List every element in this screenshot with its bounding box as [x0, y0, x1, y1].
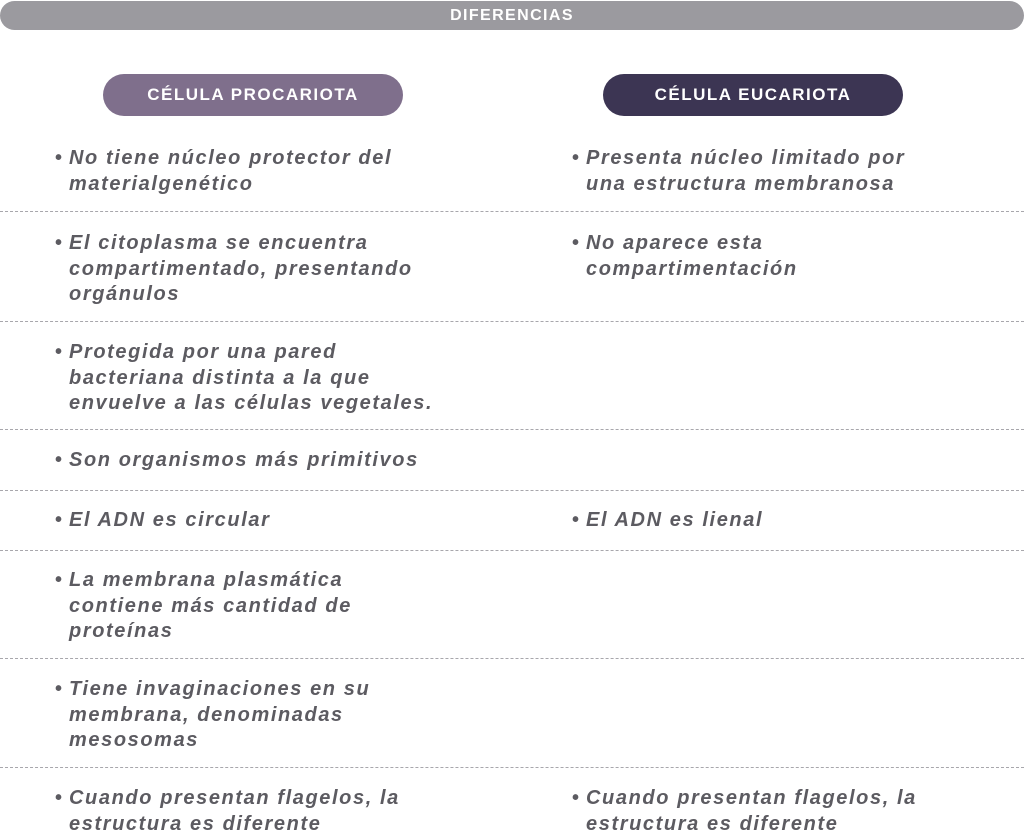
item-line: El citoplasma se encuentra	[69, 232, 369, 254]
cell-left	[55, 146, 475, 197]
list-item	[572, 146, 992, 197]
list-item	[572, 508, 992, 534]
item-line: El ADN es circular	[69, 509, 271, 531]
item-line: contiene más cantidad de	[69, 594, 352, 617]
bullet-icon: •	[55, 147, 64, 169]
item-line: Cuando presentan flagelos, la	[69, 787, 400, 809]
bullet-icon: •	[55, 232, 64, 254]
list-item	[572, 231, 992, 282]
header-eucariota	[603, 74, 903, 116]
cell-left	[55, 340, 475, 417]
row-divider	[0, 429, 1024, 430]
title-bar	[0, 1, 1024, 30]
row-divider	[0, 767, 1024, 768]
item-text	[69, 231, 413, 308]
cell-left	[55, 231, 475, 308]
item-line: proteínas	[69, 620, 174, 642]
item-line: Presenta núcleo limitado por	[586, 147, 906, 169]
item-line: una estructura membranosa	[586, 172, 895, 195]
item-line: mesosomas	[69, 729, 200, 751]
item-text	[586, 146, 905, 197]
header-procariota	[103, 74, 403, 116]
list-item	[55, 146, 475, 197]
page-title: DIFERENCIAS	[450, 6, 574, 24]
bullet-icon: •	[55, 449, 64, 471]
item-line: Son organismos más primitivos	[69, 449, 419, 471]
item-text	[69, 146, 392, 197]
header-eucariota-label: CÉLULA EUCARIOTA	[654, 85, 852, 104]
cell-left	[55, 568, 475, 645]
item-text	[69, 448, 419, 474]
list-item	[55, 568, 475, 645]
item-text	[586, 786, 917, 837]
cell-left	[55, 508, 475, 534]
header-procariota-label: CÉLULA PROCARIOTA	[147, 85, 359, 104]
cell-right	[572, 146, 992, 197]
item-line: Tiene invaginaciones en su	[69, 678, 371, 700]
bullet-icon: •	[55, 341, 64, 363]
cell-left	[55, 677, 475, 754]
bullet-icon: •	[572, 147, 581, 169]
bullet-icon: •	[55, 678, 64, 700]
item-line: orgánulos	[69, 283, 181, 305]
cell-left	[55, 786, 475, 837]
item-line: bacteriana distinta a la que	[69, 366, 371, 389]
bullet-icon: •	[55, 787, 64, 809]
row-divider	[0, 321, 1024, 322]
item-line: estructura es diferente	[69, 812, 322, 835]
bullet-icon: •	[572, 509, 581, 531]
row-divider	[0, 550, 1024, 551]
list-item	[55, 786, 475, 837]
item-line: materialgenético	[69, 172, 254, 195]
item-line: Cuando presentan flagelos, la	[586, 787, 917, 809]
list-item	[55, 508, 475, 534]
item-line: compartimentado, presentando	[69, 257, 413, 280]
item-text	[69, 677, 370, 754]
row-divider	[0, 211, 1024, 212]
cell-left	[55, 448, 475, 474]
list-item	[55, 677, 475, 754]
item-text	[586, 231, 798, 282]
item-text	[69, 340, 433, 417]
bullet-icon: •	[55, 569, 64, 591]
item-line: No aparece esta	[586, 232, 764, 254]
cell-right	[572, 231, 992, 282]
item-line: estructura es diferente	[586, 812, 839, 835]
item-text	[69, 786, 400, 837]
item-text	[586, 508, 763, 534]
item-line: La membrana plasmática	[69, 569, 344, 591]
item-line: El ADN es lienal	[586, 509, 764, 531]
cell-right	[572, 508, 992, 534]
bullet-icon: •	[55, 509, 64, 531]
item-text	[69, 508, 270, 534]
item-text	[69, 568, 352, 645]
list-item	[572, 786, 992, 837]
bullet-icon: •	[572, 232, 581, 254]
list-item	[55, 231, 475, 308]
cell-right	[572, 786, 992, 837]
item-line: membrana, denominadas	[69, 703, 344, 726]
row-divider	[0, 490, 1024, 491]
list-item	[55, 340, 475, 417]
bullet-icon: •	[572, 787, 581, 809]
item-line: Protegida por una pared	[69, 341, 337, 363]
row-divider	[0, 658, 1024, 659]
item-line: compartimentación	[586, 257, 798, 280]
list-item	[55, 448, 475, 474]
item-line: No tiene núcleo protector del	[69, 147, 393, 169]
item-line: envuelve a las células vegetales.	[69, 392, 434, 414]
